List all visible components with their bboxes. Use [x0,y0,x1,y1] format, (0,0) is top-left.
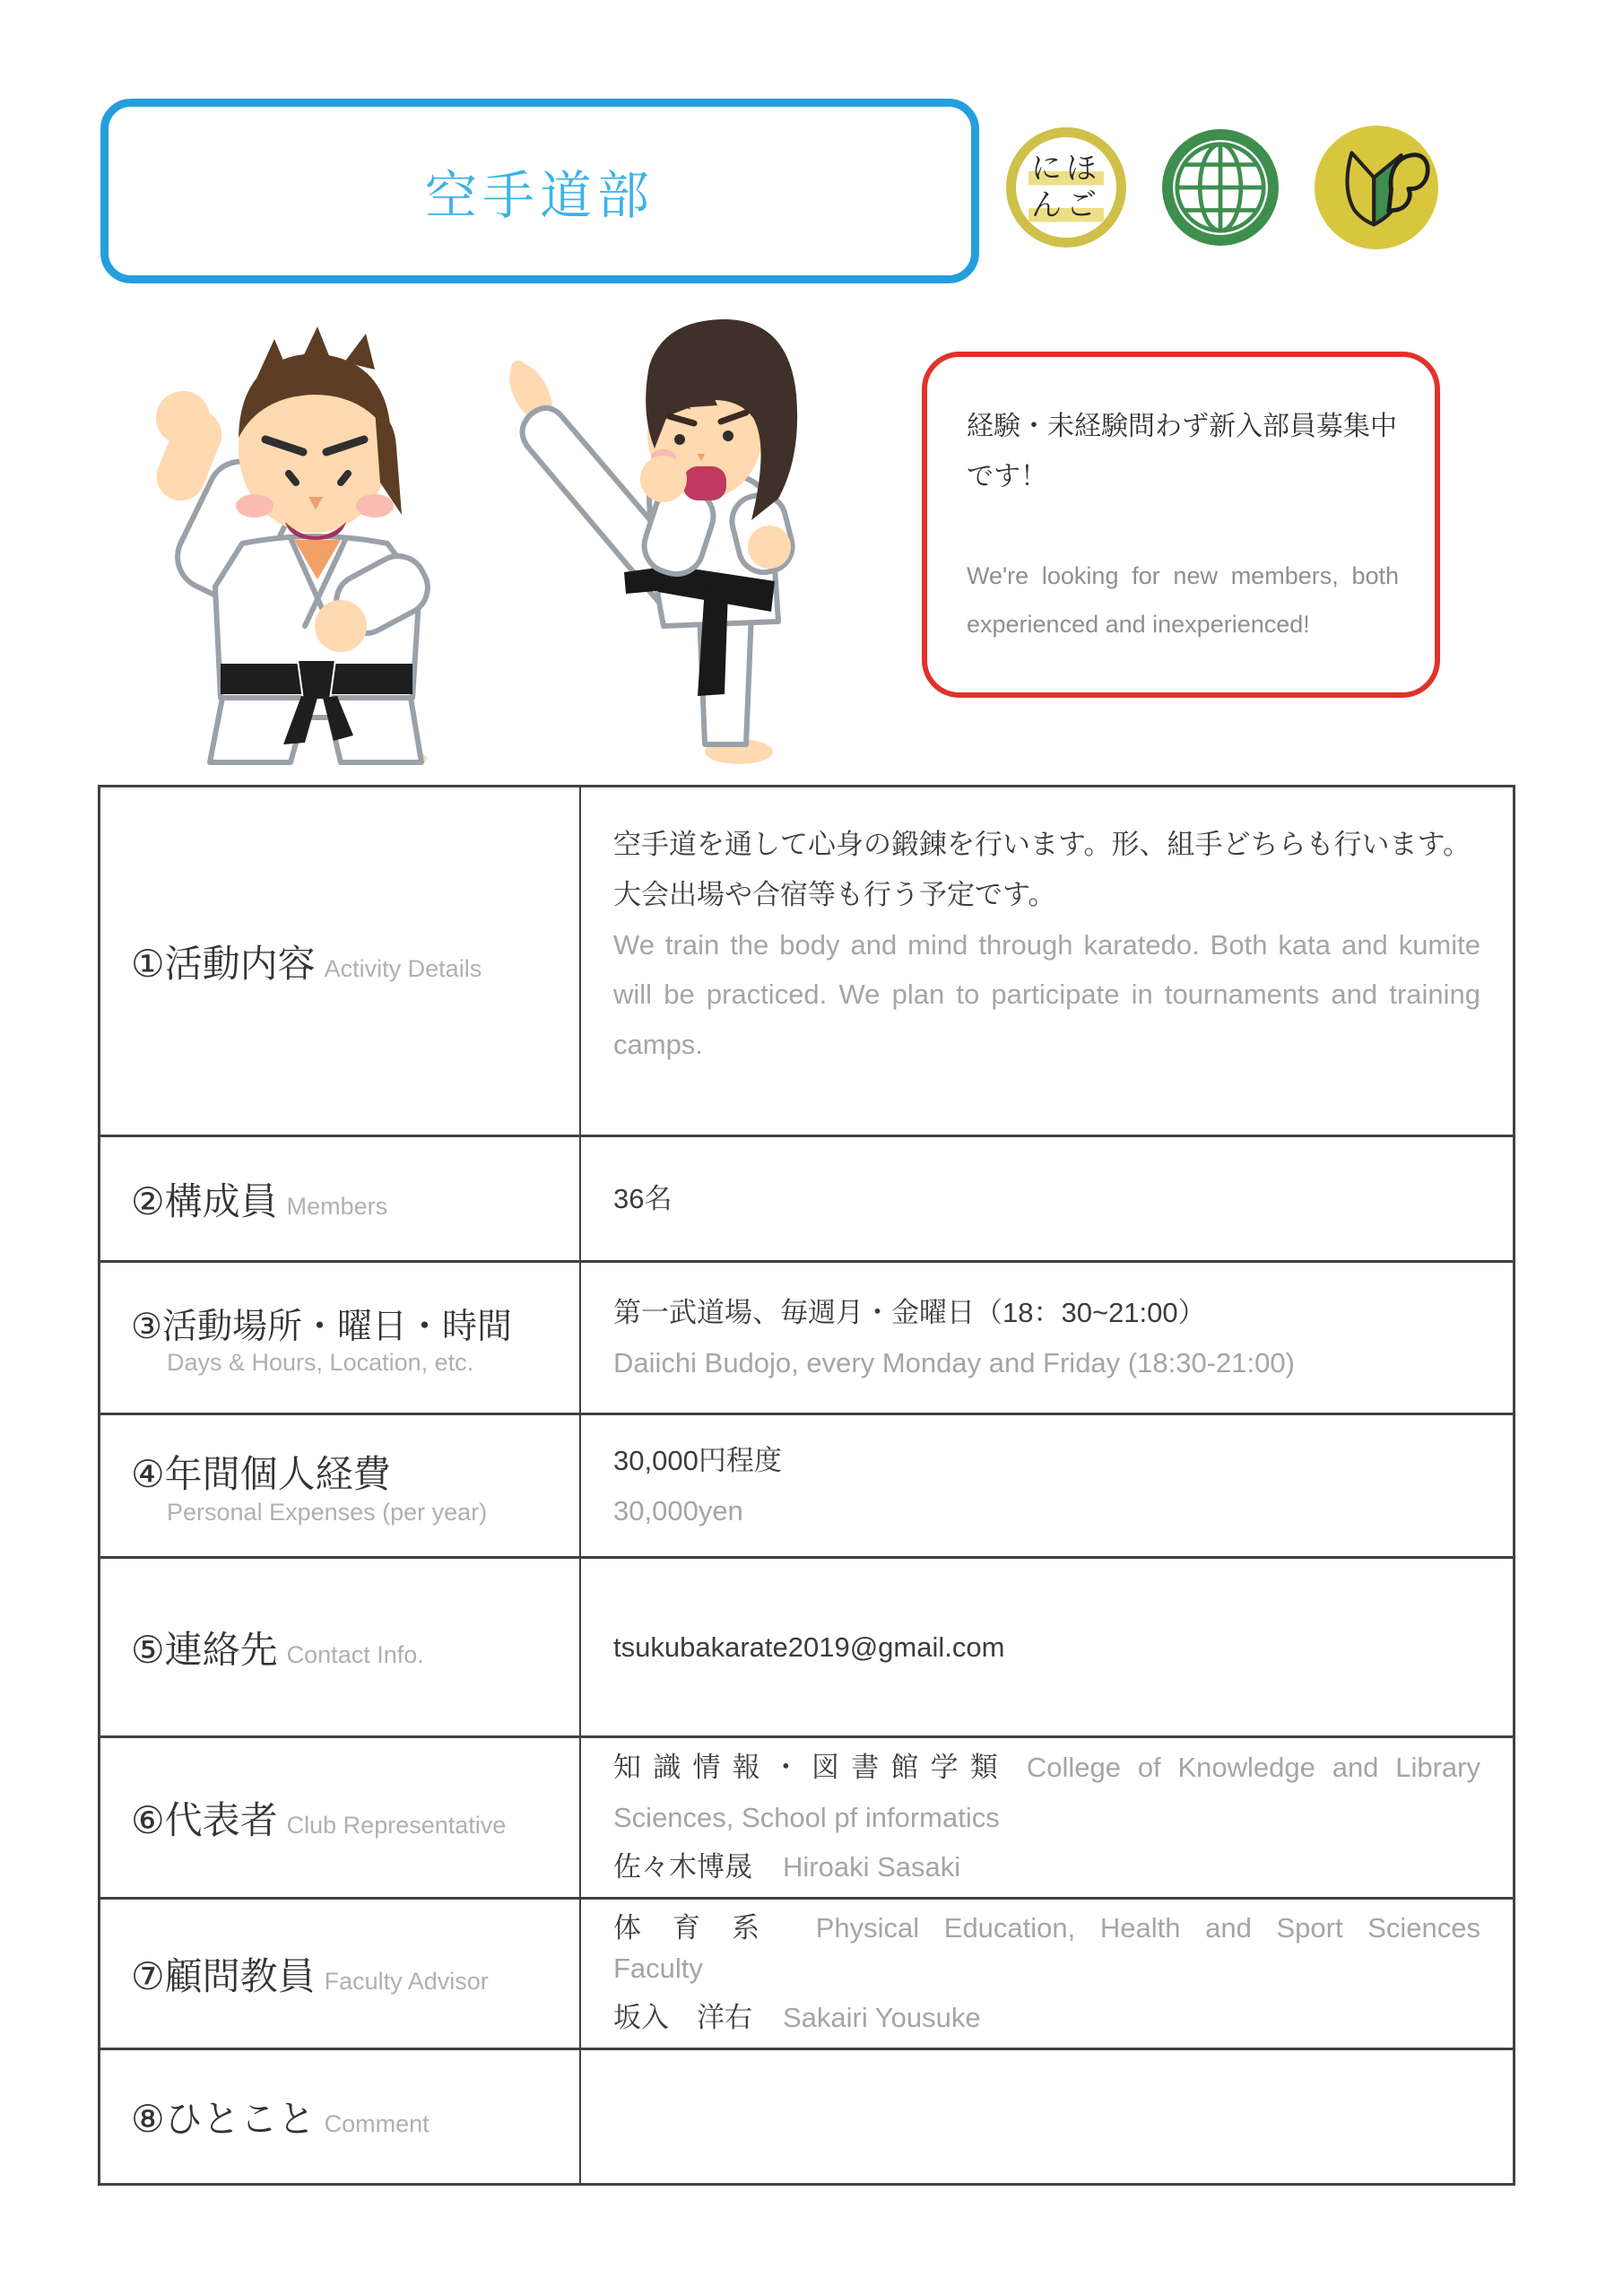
row-header [100,1559,581,1735]
recruitment-text-en: We're looking for new members, both experienced and inexperienced! [967,562,1399,638]
row-label-jp: ⑧ひとこと [131,2098,316,2140]
row-label-jp: ①活動内容 [131,942,316,985]
row-label-en: Activity Details [324,954,482,982]
row-label-jp: ②構成員 [131,1179,278,1222]
activity-en: We train the body and mind through karatedo. Both kata and kumite will be practiced. We plan to participate in tournaments and training camps. [613,928,1480,1061]
members-count: 36名 [613,1182,673,1214]
row-header [100,1415,581,1556]
row-header [100,1263,581,1413]
row-label-jp: ④年間個人経費 [131,1453,391,1495]
advisor-faculty-en2: Faculty [613,1952,703,1985]
row-label-jp: ③活動場所・曜日・時間 [131,1308,512,1346]
karate-man-illustration [106,312,491,765]
row-header [100,1900,581,2048]
row-header [100,2050,581,2183]
representative-name-en: Hiroaki Sasaki [783,1851,961,1883]
table-row-comment [100,2050,1513,2183]
nihongo-badge-text: にほ [1028,151,1104,187]
recruitment-text-jp: 経験・未経験問わず新入部員募集中です！ [967,412,1397,491]
table-row-members [100,1137,1513,1263]
beginner-mark-muscle-icon [1315,126,1438,249]
advisor-name-en: Sakairi Yousuke [783,2001,981,2033]
row-value [581,787,1513,1135]
schedule-jp: 第一武道場、毎週月・金曜日（18：30~21:00） [613,1296,1206,1328]
row-label-en: Contact Info. [286,1640,424,1668]
row-value [581,1415,1513,1556]
globe-icon [1160,127,1280,248]
activity-jp: 空手道を通して心身の鍛錬を行います。形、組手どちらも行います。大会出場や合宿等も行う予定です。 [613,829,1471,910]
schedule-en: Daiichi Budojo, every Monday and Friday (18:30-21:00) [613,1346,1295,1378]
contact-email: tsukubakarate2019@gmail.com [613,1631,1005,1663]
advisor-name-jp: 坂入 洋右 [613,2001,752,2033]
club-info-table [98,785,1515,2186]
representative-name-jp: 佐々木博晟 [613,1851,752,1883]
representative-college-en: College of Knowledge and Library [1026,1751,1480,1783]
expenses-en: 30,000yen [613,1494,743,1526]
row-label-en: Club Representative [286,1811,507,1839]
club-title-box [100,99,979,283]
row-value-empty [581,2050,1513,2183]
expenses-jp: 30,000円程度 [613,1444,782,1476]
table-row-contact [100,1559,1513,1738]
row-label-en: Comment [324,2110,430,2137]
karate-illustration [106,312,877,765]
table-row-expenses [100,1415,1513,1559]
representative-college-en2: Sciences, School pf informatics [613,1801,1000,1833]
row-value [581,1137,1513,1260]
row-value [581,1559,1513,1735]
row-label-jp: ⑦顧問教員 [131,1954,316,1997]
table-row-schedule [100,1263,1513,1415]
row-header [100,1738,581,1897]
table-row-representative [100,1738,1513,1900]
karate-woman-illustration [473,312,859,765]
nihongo-badge-icon [1006,127,1126,248]
row-label-en: Members [286,1192,388,1220]
row-value [581,1900,1513,2048]
row-label-jp: ⑥代表者 [131,1798,278,1841]
row-label-jp: ⑤連絡先 [131,1628,278,1671]
row-header [100,1137,581,1260]
row-label-en: Personal Expenses (per year) [167,1499,488,1526]
row-label-en: Days & Hours, Location, etc. [167,1349,474,1376]
recruitment-note [922,352,1440,698]
row-header [100,787,581,1135]
representative-college-jp: 知識情報・図書館学類 [613,1751,1011,1783]
row-value [581,1263,1513,1413]
row-label-en: Faculty Advisor [324,1967,489,1995]
nihongo-badge-text: んご [1028,187,1104,224]
page-title: 空手道部 [424,167,655,225]
row-value [581,1738,1513,1897]
advisor-faculty-jp: 体育系 [613,1912,792,1944]
advisor-faculty-en: Physical Education, Health and Sport Sciences [815,1912,1481,1944]
table-row-advisor [100,1900,1513,2050]
table-row-activity [100,787,1513,1137]
